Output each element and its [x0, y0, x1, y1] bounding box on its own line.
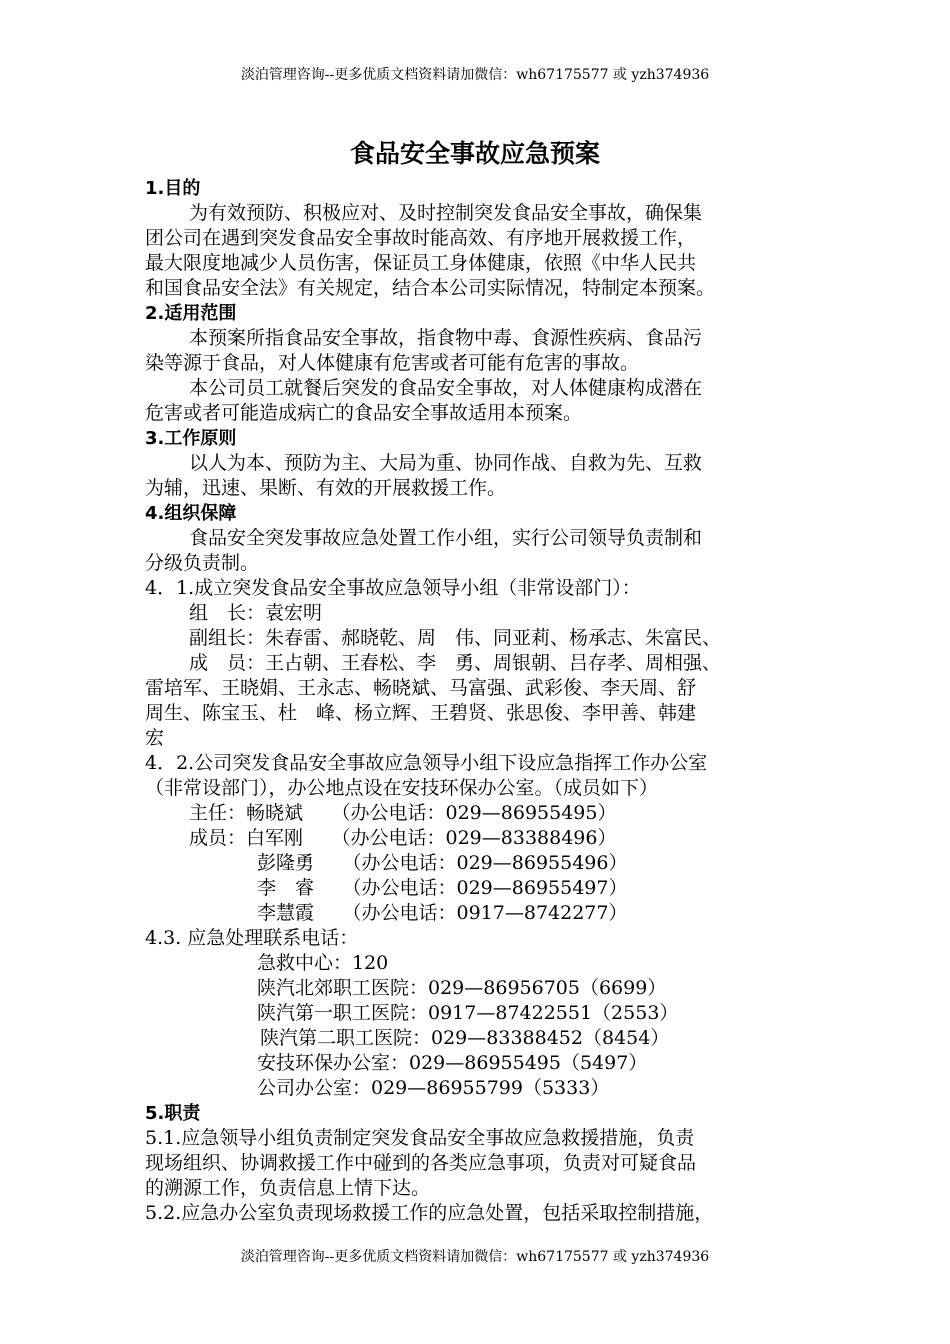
page-footer: 淡泊管理咨询--更多优质文档资料请加微信：wh67175577 或 yzh374936	[240, 1249, 710, 1265]
text-line: 李慧霞 （办公电话：0917—8742277）	[257, 902, 628, 924]
text-line: 本预案所指食品安全事故，指食物中毒、食源性疾病、食品污	[189, 327, 703, 349]
text-line: 分级负责制。	[145, 552, 260, 574]
text-line: 为有效预防、积极应对、及时控制突发食品安全事故，确保集	[189, 202, 703, 224]
text-line: 染等源于食品，对人体健康有危害或者可能有危害的事故。	[145, 352, 640, 374]
text-line: 5.2.应急办公室负责现场救援工作的应急处置，包括采取控制措施，	[145, 1202, 714, 1224]
text-line: （非常设部门），办公地点设在安技环保办公室。（成员如下）	[145, 777, 659, 799]
text-line: 急救中心：120	[257, 952, 389, 974]
text-line: 组 长：袁宏明	[189, 602, 323, 624]
text-line: 现场组织、协调救援工作中碰到的各类应急事项，负责对可疑食品	[145, 1152, 697, 1174]
text-line: 4．1.成立突发食品安全事故应急领导小组（非常设部门）：	[145, 577, 641, 599]
section-heading: 3.工作原则	[145, 428, 237, 449]
section-heading: 5.职责	[145, 1103, 201, 1124]
text-line: 的溯源工作，负责信息上情下达。	[145, 1177, 431, 1199]
text-line: 陕汽第二职工医院：029—83388452（8454）	[260, 1027, 670, 1049]
text-line: 本公司员工就餐后突发的食品安全事故，对人体健康构成潜在	[189, 377, 703, 399]
section-heading: 1.目的	[145, 178, 201, 199]
text-line: 主任：畅晓斌 （办公电话：029—86955495）	[189, 802, 617, 824]
text-line: 5.1.应急领导小组负责制定突发食品安全事故应急救援措施，负责	[145, 1127, 695, 1149]
text-line: 危害或者可能造成病亡的食品安全事故适用本预案。	[145, 402, 583, 424]
text-line: 彭隆勇 （办公电话：029—86955496）	[257, 852, 628, 874]
text-line: 以人为本、预防为主、大局为重、协同作战、自救为先、互救	[189, 452, 703, 474]
text-line: 4．2.公司突发食品安全事故应急领导小组下设应急指挥工作办公室	[145, 752, 708, 774]
text-line: 安技环保办公室：029—86955495（5497）	[257, 1052, 648, 1074]
text-line: 成 员：王占朝、王春松、李 勇、周银朝、吕存孝、周相强、	[189, 652, 722, 674]
text-line: 陕汽北郊职工医院：029—86956705（6699）	[257, 977, 667, 999]
text-line: 团公司在遇到突发食品安全事故时能高效、有序地开展救援工作，	[145, 227, 697, 249]
text-line: 和国食品安全法》有关规定，结合本公司实际情况，特制定本预案。	[145, 277, 716, 299]
text-line: 周生、陈宝玉、杜 峰、杨立辉、王碧贤、张思俊、李甲善、韩建	[145, 702, 697, 724]
text-line: 公司办公室：029—86955799（5333）	[257, 1077, 610, 1099]
document-body	[145, 176, 815, 1226]
text-line: 李 睿 （办公电话：029—86955497）	[257, 877, 628, 899]
text-line: 副组长：朱春雷、郝晓乾、周 伟、同亚莉、杨承志、朱富民、	[189, 627, 722, 649]
text-line: 最大限度地减少人员伤害，保证员工身体健康，依照《中华人民共	[145, 252, 697, 274]
text-line: 成员：白军刚 （办公电话：029—83388496）	[189, 827, 617, 849]
section-heading: 4.组织保障	[145, 503, 237, 524]
text-line: 雷培军、王晓娟、王永志、畅晓斌、马富强、武彩俊、李天周、舒	[145, 677, 697, 699]
page-header: 淡泊管理咨询--更多优质文档资料请加微信：wh67175577 或 yzh374936	[240, 67, 710, 83]
text-line: 为辅，迅速、果断、有效的开展救援工作。	[145, 477, 507, 499]
document-title: 食品安全事故应急预案	[349, 139, 600, 168]
text-line: 食品安全突发事故应急处置工作小组，实行公司领导负责制和	[189, 527, 703, 549]
text-line: 4.3. 应急处理联系电话：	[145, 927, 359, 949]
section-heading: 2.适用范围	[145, 303, 237, 324]
text-line: 宏	[145, 727, 165, 749]
text-line: 陕汽第一职工医院：0917—87422551（2553）	[257, 1002, 679, 1024]
